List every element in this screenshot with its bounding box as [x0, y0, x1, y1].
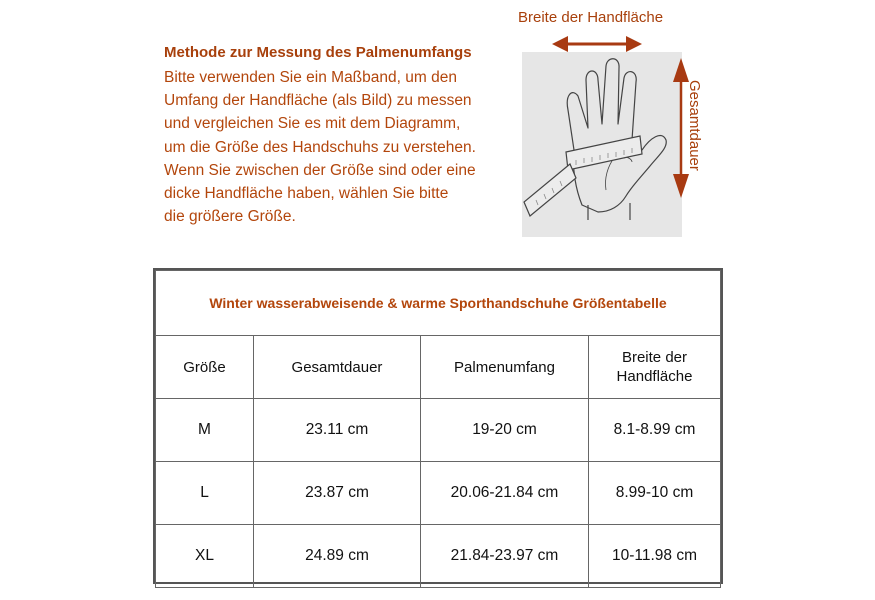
- intro-text: [164, 66, 524, 228]
- table-header-row: [156, 336, 721, 399]
- intro-line: dicke Handfläche haben, wählen Sie bitte: [164, 185, 449, 203]
- cell-total-length: 23.11 cm: [254, 399, 421, 462]
- cell-palm-width: 8.99-10 cm: [589, 462, 721, 525]
- intro-line: Wenn Sie zwischen der Größe sind oder eine: [164, 161, 476, 179]
- intro-line: Bitte verwenden Sie ein Maßband, um den: [164, 69, 457, 86]
- table-row: [156, 525, 721, 588]
- cell-palm-circumference: 20.06-21.84 cm: [421, 462, 589, 525]
- cell-size: M: [156, 399, 254, 462]
- cell-palm-circumference: 19-20 cm: [421, 399, 589, 462]
- table-row: [156, 462, 721, 525]
- intro-line: Umfang der Handfläche (als Bild) zu messen: [164, 92, 472, 110]
- table-row: [156, 399, 721, 462]
- table-caption: Winter wasserabweisende & warme Sporthandschuhe Größentabelle: [156, 271, 721, 336]
- intro-title: Methode zur Messung des Palmenumfangs: [164, 44, 472, 61]
- cell-palm-circumference: 21.84-23.97 cm: [421, 525, 589, 588]
- width-arrow-icon: [552, 36, 642, 52]
- intro-line: um die Größe des Handschuhs zu verstehen.: [164, 138, 476, 156]
- cell-palm-width: 8.1-8.99 cm: [589, 399, 721, 462]
- intro-line: und vergleichen Sie es mit dem Diagramm,: [164, 115, 461, 133]
- header-palm-width-line1: Breite der: [621, 349, 688, 366]
- cell-size: XL: [156, 525, 254, 588]
- cell-total-length: 23.87 cm: [254, 462, 421, 525]
- size-table: [153, 268, 723, 584]
- header-total-length: Gesamtdauer: [254, 336, 421, 399]
- total-length-label: Gesamtdauer: [686, 80, 703, 171]
- header-size: Größe: [156, 336, 254, 399]
- header-palm-width: [589, 336, 721, 399]
- cell-palm-width: 10-11.98 cm: [589, 525, 721, 588]
- cell-total-length: 24.89 cm: [254, 525, 421, 588]
- header-palm-circumference: Palmenumfang: [421, 336, 589, 399]
- intro-line: die größere Größe.: [164, 208, 296, 226]
- palm-width-label: Breite der Handfläche: [518, 9, 664, 26]
- header-palm-width-line2: Handfläche: [616, 368, 693, 385]
- cell-size: L: [156, 462, 254, 525]
- hand-diagram: [510, 0, 730, 250]
